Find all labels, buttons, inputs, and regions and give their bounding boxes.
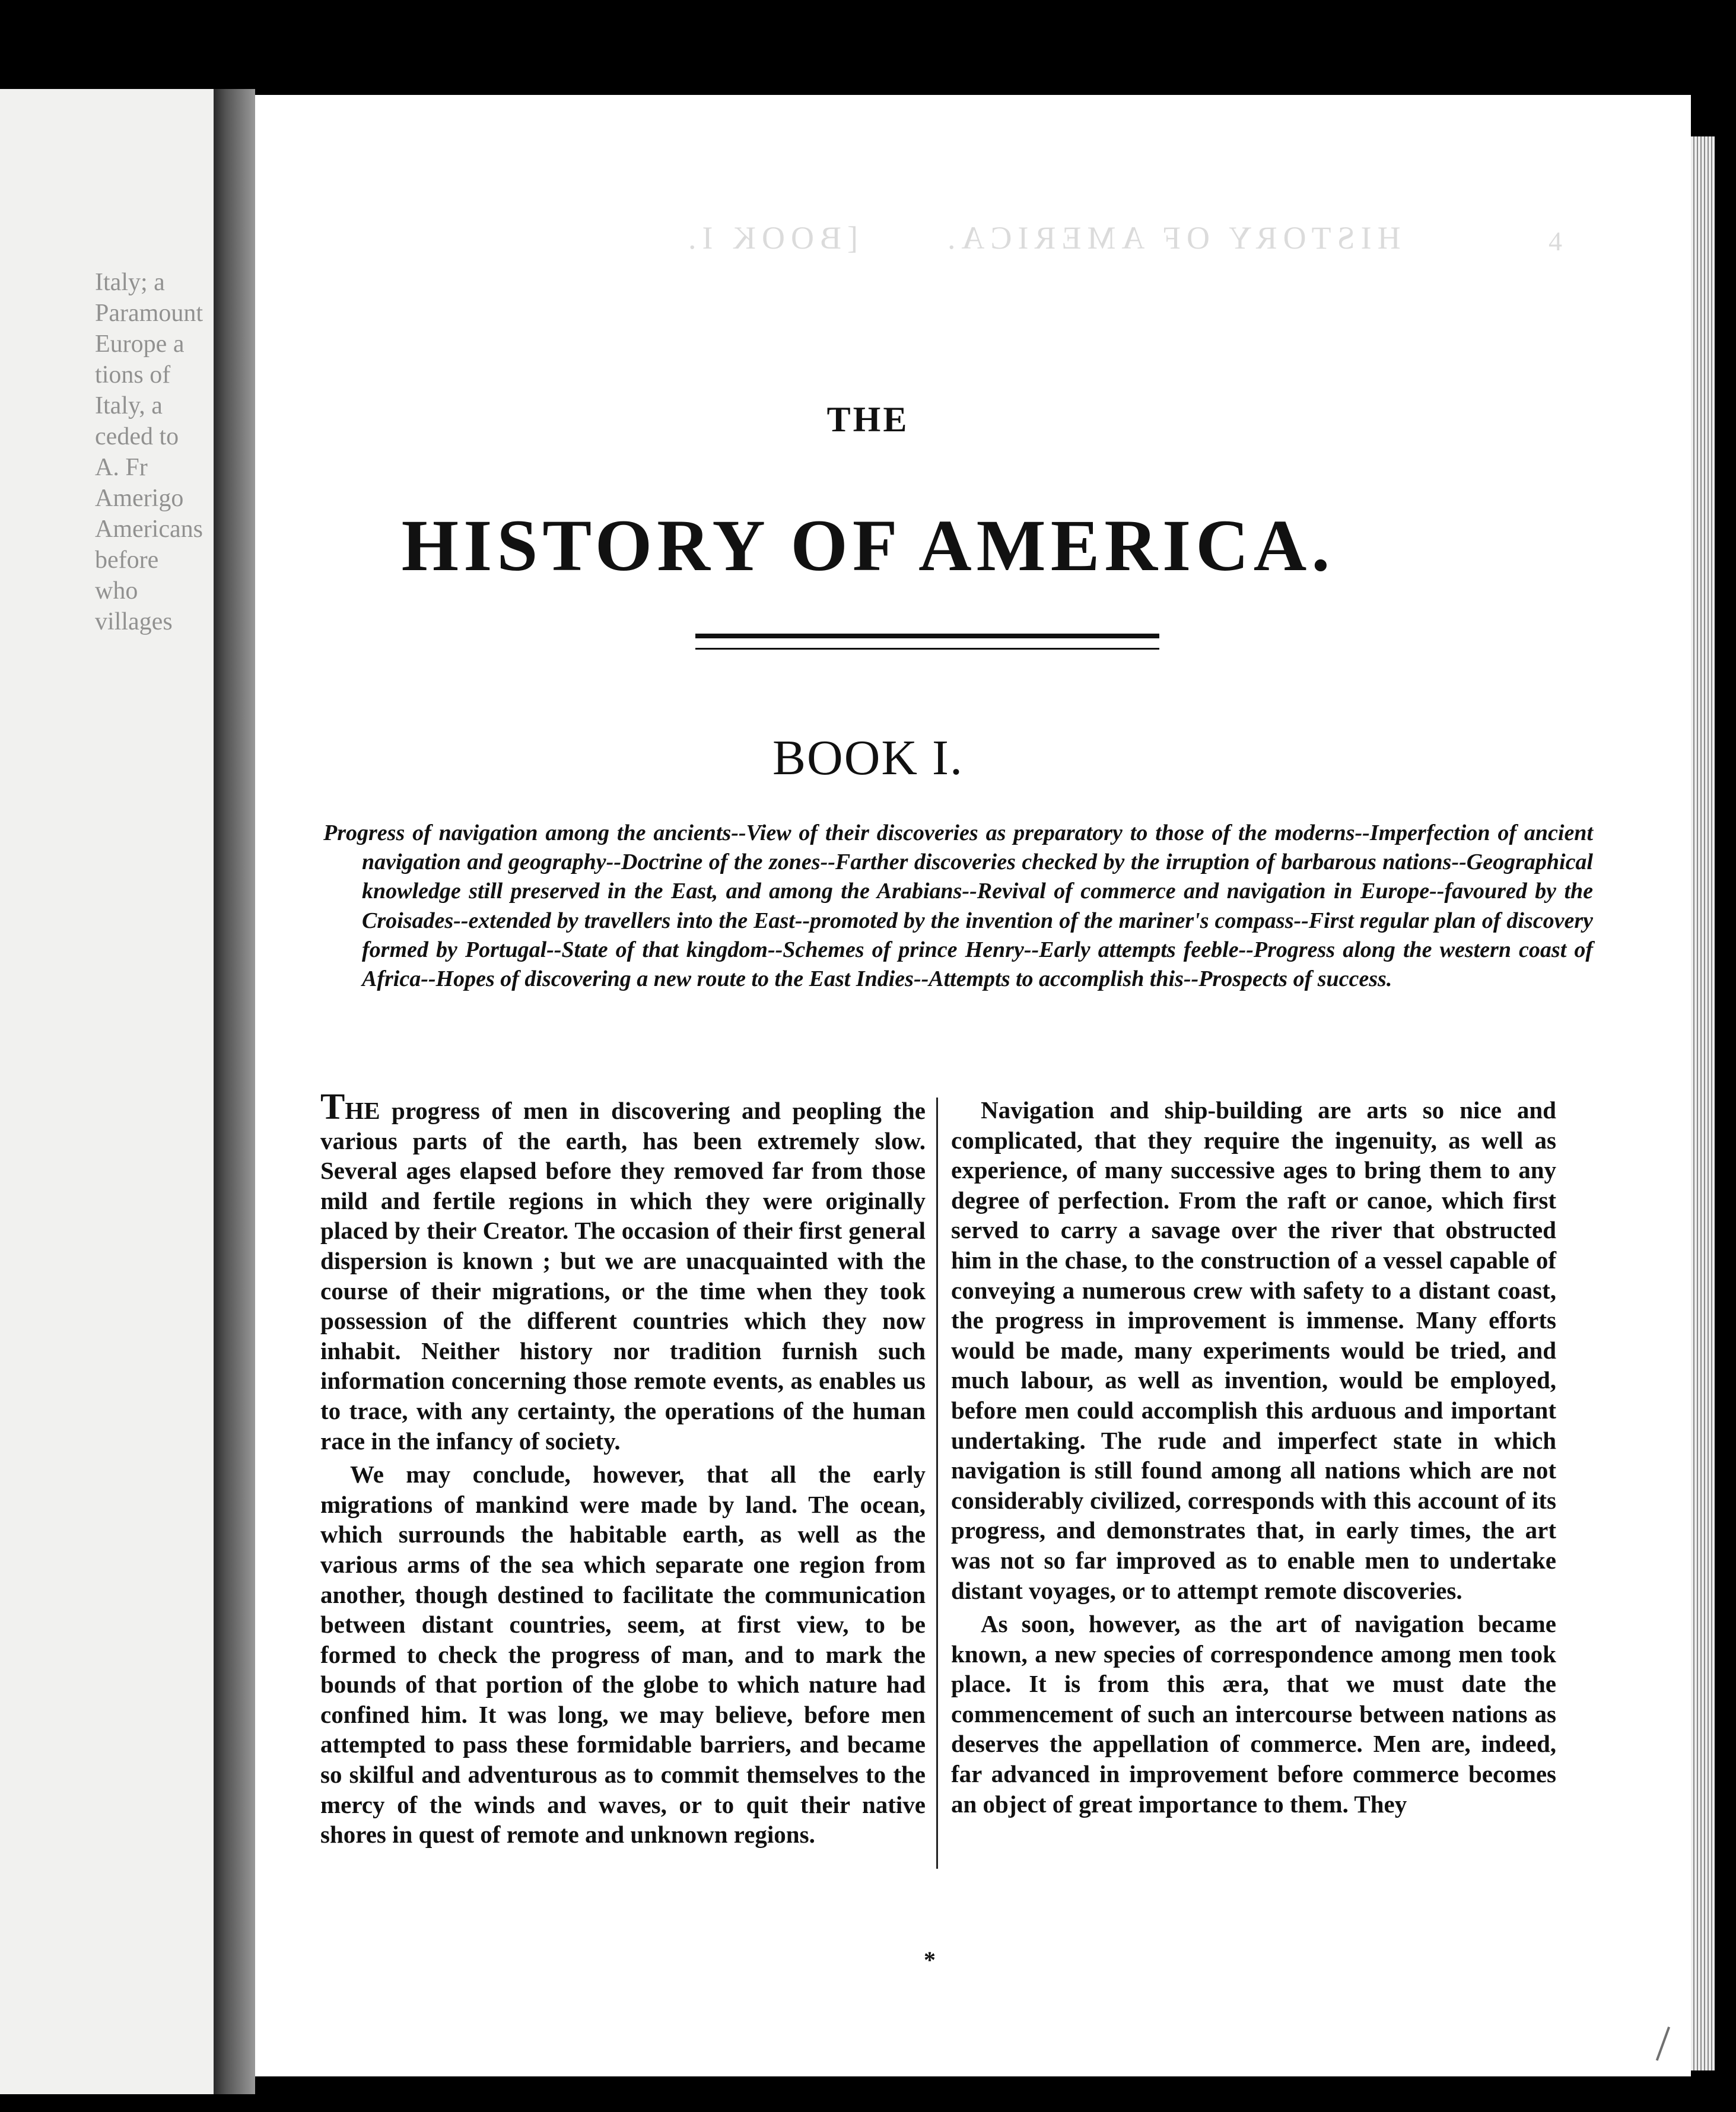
paragraph: [320, 1087, 926, 1456]
title-article: THE: [826, 400, 910, 439]
column-divider: [936, 1098, 938, 1869]
book-heading: BOOK I.: [772, 730, 964, 785]
paragraph-text: HE progress of men in discovering and peopling the various parts of the earth, has been extremely slow. Several ages elapsed before they removed far from those mild and fertile regions in which they were originally placed by their Creator. The occasion of their first general dispersion is known ; but we are unacquainted with the course of their migrations, or the time when they took possession of the different countries which they now inhabit. Neither history nor tradition furnish such information concerning those remote events, as enables us to trace, with any certainty, the operations of the human race in the infancy of society.: [320, 1097, 926, 1455]
fragment-line: who: [95, 577, 138, 605]
facing-page-fragment: [0, 89, 214, 2094]
title-rule-thin: [695, 648, 1159, 650]
paragraph: We may conclude, however, that all the early migrations of mankind were made by land. The ocean, which surrounds the habitable earth, as well as the various arms of the sea which separate one region from another, though destined to facilitate the communication between distant countries, seem, at first view, to be formed to check the progress of man, and to mark the bounds of that portion of the globe to which nature had confined him. It was long, we may believe, before men attempted to pass these formidable barriers, and became so skilful and adventurous as to commit themselves to the mercy of the winds and waves, or to quit their native shores in quest of remote and unknown regions.: [320, 1461, 926, 1849]
bleed-through-running-head: [682, 220, 1401, 256]
fragment-line: A. Fr: [95, 454, 148, 481]
fragment-line: villages: [95, 608, 173, 635]
bleed-through-page-number: 4: [1549, 226, 1562, 256]
chapter-summary: Progress of navigation among the ancients--View of their discoveries as preparatory to those of the moderns--Imperfection of ancient navigation and geography--Doctrine of the zones--Farther discoveries checked by the irruption of barbarous nations--Geographical knowledge still preserved in the East, and among the Arabians--Revival of commerce and navigation in Europe--favoured by the Croisades--extended by travellers into the East--promoted by the invention of the mariner's compass--First regular plan of discovery formed by Portugal--State of that kingdom--Schemes of prince Henry--Early attempts feeble--Progress along the western coast of Africa--Hopes of discovering a new route to the East Indies--Attempts to accomplish this--Prospects of success.: [323, 820, 1593, 992]
fragment-line: Italy; a: [95, 269, 165, 296]
book-gutter: [214, 89, 255, 2094]
bleed-through-title: HISTORY OF AMERICA.: [941, 220, 1401, 256]
fragment-line: Paramount: [95, 300, 203, 327]
paragraph: Navigation and ship-building are arts so nice and complicated, that they require the ingenuity, as well as experience, of many successive ages to bring them to any degree of perfection. From the raft or canoe, which first served to carry a savage over the river that obstructed him in the chase, to the construction of a vessel capable of conveying a numerous crew with safety to a distant coast, the progress in improvement is immense. Many efforts would be made, many experiments would be tried, and much labour, as well as invention, would be employed, before men could accomplish this arduous and important undertaking. The rude and imperfect state in which navigation is still found among all nations which are not considerably civilized, corresponds with this account of its progress, and demonstrates that, in early times, the art was not so far improved as to enable men to undertake distant voyages, or to attempt remote discoveries.: [951, 1096, 1556, 1604]
page-title: HISTORY OF AMERICA.: [401, 505, 1335, 586]
fragment-line: Italy, a: [95, 392, 163, 419]
drop-cap: T: [320, 1087, 345, 1127]
signature-mark: *: [924, 1946, 936, 1973]
paragraph: As soon, however, as the art of navigation became known, a new species of correspondence among men took place. It is from this æra, that we must date the commencement of such an intercourse between nations as deserves the appellation of commerce. Men are, indeed, far advanced in improvement before commerce becomes an object of great importance to them. They: [951, 1610, 1556, 1818]
fragment-line: Europe a: [95, 330, 185, 358]
fragment-line: before: [95, 546, 159, 574]
fragment-line: ceded to: [95, 423, 179, 450]
bleed-through-book-ref: [BOOK I.: [682, 220, 858, 256]
left-column: [320, 1087, 926, 1853]
fragment-line: tions of: [95, 361, 171, 389]
fragment-line: Americans: [95, 516, 203, 543]
fragment-line: Amerigo: [95, 485, 184, 512]
title-rule-thick: [695, 634, 1159, 638]
right-column: [951, 1095, 1556, 1822]
